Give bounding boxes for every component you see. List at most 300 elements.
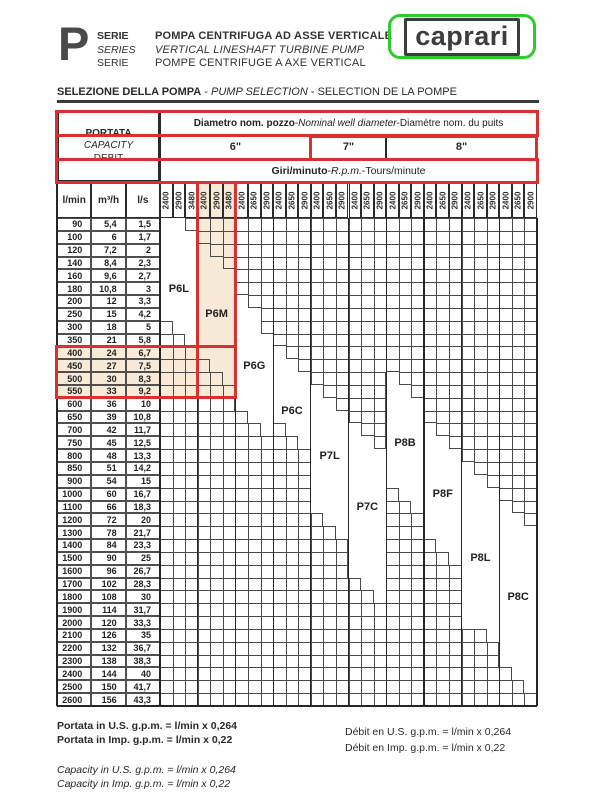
grid-cell: [424, 385, 437, 398]
grid-cell: [399, 590, 412, 603]
grid-cell: [210, 526, 223, 539]
grid-cell: [386, 295, 399, 308]
grid-cell: [386, 308, 399, 321]
grid-cell: [286, 667, 299, 680]
grid-cell: [198, 423, 211, 436]
grid-cell: [210, 462, 223, 475]
grid-cell: [487, 411, 500, 424]
grid-cell: [273, 436, 286, 449]
grid-cell: [261, 295, 274, 308]
grid-cell: [298, 565, 311, 578]
diameter-label: 7": [342, 141, 355, 154]
grid-cell: [210, 642, 223, 655]
grid-cell: [185, 539, 198, 552]
diameter-header-en: Nominal well diameter: [298, 117, 397, 129]
grid-cell: [160, 334, 173, 347]
rpm-value: 2900: [526, 191, 536, 209]
grid-cell: [336, 590, 349, 603]
grid-cell: [487, 321, 500, 334]
rpm-cell: [273, 182, 286, 218]
grid-cell: [198, 462, 211, 475]
rpm-value: 2900: [262, 191, 272, 209]
rpm-cell: [298, 182, 311, 218]
grid-cell: [185, 655, 198, 668]
rpm-value: 2400: [463, 191, 473, 209]
grid-cell: [449, 244, 462, 257]
grid-cell: [449, 590, 462, 603]
grid-cell: [185, 488, 198, 501]
band-divider: [197, 218, 198, 706]
grid-cell: [298, 552, 311, 565]
rpm-value: 2900: [174, 191, 184, 209]
grid-cell: [273, 449, 286, 462]
grid-cell: [286, 436, 299, 449]
grid-cell: [248, 269, 261, 282]
grid-cell: [286, 488, 299, 501]
grid-cell: [499, 488, 512, 501]
flow-cell: 90: [91, 552, 125, 565]
rpm-value: 2650: [325, 191, 335, 209]
grid-cell: [399, 257, 412, 270]
grid-cell: [374, 269, 387, 282]
grid-cell: [248, 244, 261, 257]
grid-cell: [311, 334, 324, 347]
capacity-header-box: [57, 111, 160, 182]
rpm-cell: [449, 182, 462, 218]
rpm-value: 2650: [400, 191, 410, 209]
grid-cell: [336, 552, 349, 565]
rpm-cell: [374, 182, 387, 218]
grid-cell: [436, 269, 449, 282]
grid-cell: [235, 526, 248, 539]
grid-cell: [411, 346, 424, 359]
grid-cell: [298, 449, 311, 462]
grid-cell: [462, 667, 475, 680]
grid-cell: [462, 282, 475, 295]
diameter-header-it: Diametro nom. pozzo: [193, 117, 295, 129]
grid-cell: [499, 308, 512, 321]
grid-cell: [424, 372, 437, 385]
grid-cell: [311, 616, 324, 629]
grid-cell: [462, 411, 475, 424]
grid-cell: [424, 642, 437, 655]
flow-cell: 750: [57, 436, 91, 449]
grid-cell: [336, 269, 349, 282]
grid-cell: [424, 398, 437, 411]
grid-cell: [487, 667, 500, 680]
flow-cell: 20: [126, 513, 160, 526]
grid-cell: [248, 257, 261, 270]
grid-cell: [185, 372, 198, 385]
grid-cell: [298, 642, 311, 655]
grid-cell: [487, 218, 500, 231]
grid-cell: [462, 385, 475, 398]
grid-cell: [399, 372, 412, 385]
grid-cell: [286, 629, 299, 642]
grid-cell: [173, 629, 186, 642]
rpm-cell: [399, 182, 412, 218]
grid-cell: [386, 501, 399, 514]
grid-cell: [311, 539, 324, 552]
grid-cell: [223, 231, 236, 244]
band-divider: [386, 218, 387, 706]
grid-cell: [386, 334, 399, 347]
grid-cell: [374, 411, 387, 424]
grid-cell: [462, 321, 475, 334]
grid-cell: [160, 385, 173, 398]
flow-cell: 160: [57, 269, 91, 282]
grid-cell: [198, 359, 211, 372]
grid-cell: [261, 565, 274, 578]
grid-cell: [198, 590, 211, 603]
grid-cell: [185, 565, 198, 578]
grid-cell: [235, 475, 248, 488]
grid-cell: [198, 526, 211, 539]
grid-cell: [273, 603, 286, 616]
grid-cell: [248, 449, 261, 462]
grid-cell: [173, 385, 186, 398]
grid-cell: [261, 655, 274, 668]
grid-cell: [235, 488, 248, 501]
grid-cell: [462, 423, 475, 436]
grid-cell: [235, 590, 248, 603]
grid-cell: [311, 372, 324, 385]
grid-cell: [286, 603, 299, 616]
grid-cell: [436, 423, 449, 436]
grid-cell: [361, 655, 374, 668]
grid-cell: [323, 295, 336, 308]
series-label-it: SERIE: [97, 30, 129, 42]
grid-cell: [298, 603, 311, 616]
flow-cell: 1200: [57, 513, 91, 526]
flow-cell: 1500: [57, 552, 91, 565]
grid-cell: [399, 359, 412, 372]
grid-cell: [349, 655, 362, 668]
rpm-value: 3480: [186, 191, 196, 209]
grid-cell: [474, 244, 487, 257]
grid-cell: [499, 334, 512, 347]
grid-cell: [386, 526, 399, 539]
grid-cell: [349, 321, 362, 334]
capacity-it: PORTATA: [85, 127, 132, 139]
grid-cell: [411, 552, 424, 565]
grid-cell: [323, 244, 336, 257]
grid-cell: [474, 436, 487, 449]
grid-cell: [462, 257, 475, 270]
grid-cell: [235, 680, 248, 693]
pump-label-P8F: P8F: [432, 488, 453, 501]
flow-cell: 2,3: [126, 257, 160, 270]
grid-cell: [411, 269, 424, 282]
flow-cell: 144: [91, 667, 125, 680]
flow-cell: 26,7: [126, 565, 160, 578]
grid-cell: [399, 655, 412, 668]
grid-cell: [436, 603, 449, 616]
rpm-value: 2900: [488, 191, 498, 209]
grid-cell: [474, 449, 487, 462]
grid-cell: [261, 513, 274, 526]
grid-cell: [462, 295, 475, 308]
grid-cell: [261, 257, 274, 270]
grid-cell: [273, 244, 286, 257]
rpm-value: 2400: [312, 191, 322, 209]
grid-cell: [349, 667, 362, 680]
grid-cell: [462, 655, 475, 668]
grid-cell: [210, 565, 223, 578]
grid-cell: [386, 565, 399, 578]
grid-cell: [198, 578, 211, 591]
grid-cell: [399, 642, 412, 655]
grid-cell: [323, 321, 336, 334]
grid-cell: [311, 565, 324, 578]
unit-label: m³/h: [97, 194, 120, 206]
grid-cell: [173, 423, 186, 436]
grid-cell: [311, 359, 324, 372]
flow-cell: 1,7: [126, 231, 160, 244]
grid-cell: [323, 629, 336, 642]
grid-cell: [248, 565, 261, 578]
grid-cell: [235, 269, 248, 282]
grid-cell: [411, 385, 424, 398]
grid-cell: [185, 526, 198, 539]
grid-cell: [411, 616, 424, 629]
flow-cell: 5,4: [91, 218, 125, 231]
flow-cell: 1000: [57, 488, 91, 501]
grid-cell: [524, 346, 537, 359]
grid-cell: [512, 218, 525, 231]
grid-cell: [198, 680, 211, 693]
grid-cell: [436, 257, 449, 270]
grid-cell: [349, 411, 362, 424]
grid-cell: [235, 257, 248, 270]
grid-cell: [248, 616, 261, 629]
grid-cell: [298, 501, 311, 514]
grid-cell: [499, 231, 512, 244]
grid-cell: [235, 655, 248, 668]
grid-cell: [349, 334, 362, 347]
grid-cell: [323, 308, 336, 321]
grid-cell: [235, 552, 248, 565]
grid-cell: [524, 244, 537, 257]
grid-cell: [449, 269, 462, 282]
flow-cell: 4,2: [126, 308, 160, 321]
pump-label-P6M: P6M: [205, 308, 228, 321]
flow-cell: 11,7: [126, 423, 160, 436]
grid-cell: [248, 680, 261, 693]
flow-cell: 138: [91, 655, 125, 668]
grid-cell: [286, 680, 299, 693]
grid-cell: [487, 398, 500, 411]
grid-cell: [474, 423, 487, 436]
grid-cell: [349, 359, 362, 372]
grid-cell: [198, 629, 211, 642]
grid-cell: [336, 680, 349, 693]
grid-cell: [210, 488, 223, 501]
grid-cell: [248, 513, 261, 526]
grid-cell: [399, 629, 412, 642]
grid-cell: [311, 552, 324, 565]
grid-cell: [173, 436, 186, 449]
grid-cell: [286, 655, 299, 668]
grid-cell: [436, 565, 449, 578]
grid-cell: [462, 346, 475, 359]
grid-cell: [261, 462, 274, 475]
grid-cell: [286, 282, 299, 295]
flow-cell: 10,8: [91, 282, 125, 295]
grid-cell: [235, 411, 248, 424]
grid-cell: [386, 680, 399, 693]
grid-cell: [185, 680, 198, 693]
grid-cell: [185, 449, 198, 462]
grid-cell: [499, 295, 512, 308]
grid-cell: [248, 667, 261, 680]
grid-cell: [311, 269, 324, 282]
grid-cell: [336, 321, 349, 334]
section-heading-fr: SELECTION DE LA POMPE: [317, 86, 457, 98]
grid-cell: [474, 231, 487, 244]
grid-cell: [298, 359, 311, 372]
grid-cell: [349, 282, 362, 295]
grid-cell: [336, 539, 349, 552]
grid-cell: [223, 398, 236, 411]
grid-cell: [361, 411, 374, 424]
flow-cell: 10: [126, 398, 160, 411]
grid-cell: [336, 655, 349, 668]
grid-cell: [449, 616, 462, 629]
grid-cell: [487, 436, 500, 449]
grid-cell: [311, 231, 324, 244]
grid-cell: [185, 642, 198, 655]
grid-cell: [273, 501, 286, 514]
grid-cell: [449, 680, 462, 693]
grid-cell: [173, 590, 186, 603]
flow-cell: 2200: [57, 642, 91, 655]
section-heading-it: SELEZIONE DELLA POMPA: [57, 86, 202, 98]
grid-cell: [449, 346, 462, 359]
grid-cell: [185, 667, 198, 680]
grid-cell: [286, 526, 299, 539]
grid-cell: [449, 436, 462, 449]
grid-cell: [361, 334, 374, 347]
grid-cell: [311, 308, 324, 321]
grid-cell: [499, 475, 512, 488]
flow-cell: 12: [91, 295, 125, 308]
grid-cell: [487, 282, 500, 295]
grid-cell: [462, 218, 475, 231]
grid-cell: [524, 231, 537, 244]
grid-cell: [474, 462, 487, 475]
grid-cell: [399, 334, 412, 347]
grid-cell: [273, 655, 286, 668]
grid-cell: [273, 590, 286, 603]
grid-cell: [424, 359, 437, 372]
grid-cell: [323, 578, 336, 591]
grid-cell: [223, 552, 236, 565]
title-it: POMPA CENTRIFUGA AD ASSE VERTICALE: [155, 30, 393, 42]
flow-cell: 42: [91, 423, 125, 436]
flow-cell: 108: [91, 590, 125, 603]
rpm-value: 2900: [413, 191, 423, 209]
grid-cell: [449, 282, 462, 295]
grid-cell: [336, 295, 349, 308]
grid-cell: [449, 295, 462, 308]
note-debit-us: Débit en U.S. g.p.m. = l/min x 0,264: [345, 726, 512, 738]
flow-cell: 700: [57, 423, 91, 436]
grid-cell: [210, 539, 223, 552]
grid-cell: [273, 526, 286, 539]
grid-cell: [524, 513, 537, 526]
grid-cell: [424, 680, 437, 693]
rpm-value: 2400: [387, 191, 397, 209]
grid-cell: [424, 257, 437, 270]
grid-cell: [474, 321, 487, 334]
grid-cell: [248, 629, 261, 642]
diameter-label: 6": [229, 141, 242, 154]
grid-cell: [499, 667, 512, 680]
rpm-value: 2900: [212, 191, 222, 209]
title-en: VERTICAL LINESHAFT TURBINE PUMP: [155, 43, 365, 56]
flow-cell: 78: [91, 526, 125, 539]
grid-cell: [210, 680, 223, 693]
annotation-connector: [55, 136, 58, 162]
grid-cell: [524, 308, 537, 321]
grid-cell: [298, 526, 311, 539]
grid-cell: [235, 642, 248, 655]
grid-cell: [311, 655, 324, 668]
band-divider: [348, 218, 349, 706]
flow-cell: 38,3: [126, 655, 160, 668]
flow-cell: 28,3: [126, 578, 160, 591]
grid-cell: [198, 436, 211, 449]
flow-cell: 1300: [57, 526, 91, 539]
grid-cell: [361, 372, 374, 385]
grid-cell: [424, 282, 437, 295]
grid-cell: [160, 436, 173, 449]
grid-cell: [261, 603, 274, 616]
grid-cell: [323, 552, 336, 565]
grid-cell: [449, 321, 462, 334]
grid-cell: [261, 629, 274, 642]
grid-cell: [512, 398, 525, 411]
grid-cell: [160, 411, 173, 424]
grid-cell: [399, 244, 412, 257]
flow-cell: 650: [57, 411, 91, 424]
grid-cell: [374, 346, 387, 359]
grid-cell: [411, 603, 424, 616]
grid-cell: [349, 616, 362, 629]
grid-cell: [235, 539, 248, 552]
flow-cell: 1100: [57, 501, 91, 514]
grid-cell: [512, 436, 525, 449]
grid-cell: [512, 269, 525, 282]
diameter-cell-7: [311, 136, 386, 160]
grid-cell: [386, 269, 399, 282]
grid-cell: [298, 346, 311, 359]
grid-cell: [223, 385, 236, 398]
grid-cell: [474, 346, 487, 359]
grid-cell: [311, 346, 324, 359]
grid-cell: [399, 346, 412, 359]
grid-cell: [223, 642, 236, 655]
grid-cell: [424, 321, 437, 334]
grid-cell: [336, 565, 349, 578]
grid-cell: [449, 385, 462, 398]
grid-cell: [223, 629, 236, 642]
grid-cell: [173, 655, 186, 668]
grid-cell: [223, 680, 236, 693]
grid-cell: [286, 616, 299, 629]
grid-cell: [261, 488, 274, 501]
